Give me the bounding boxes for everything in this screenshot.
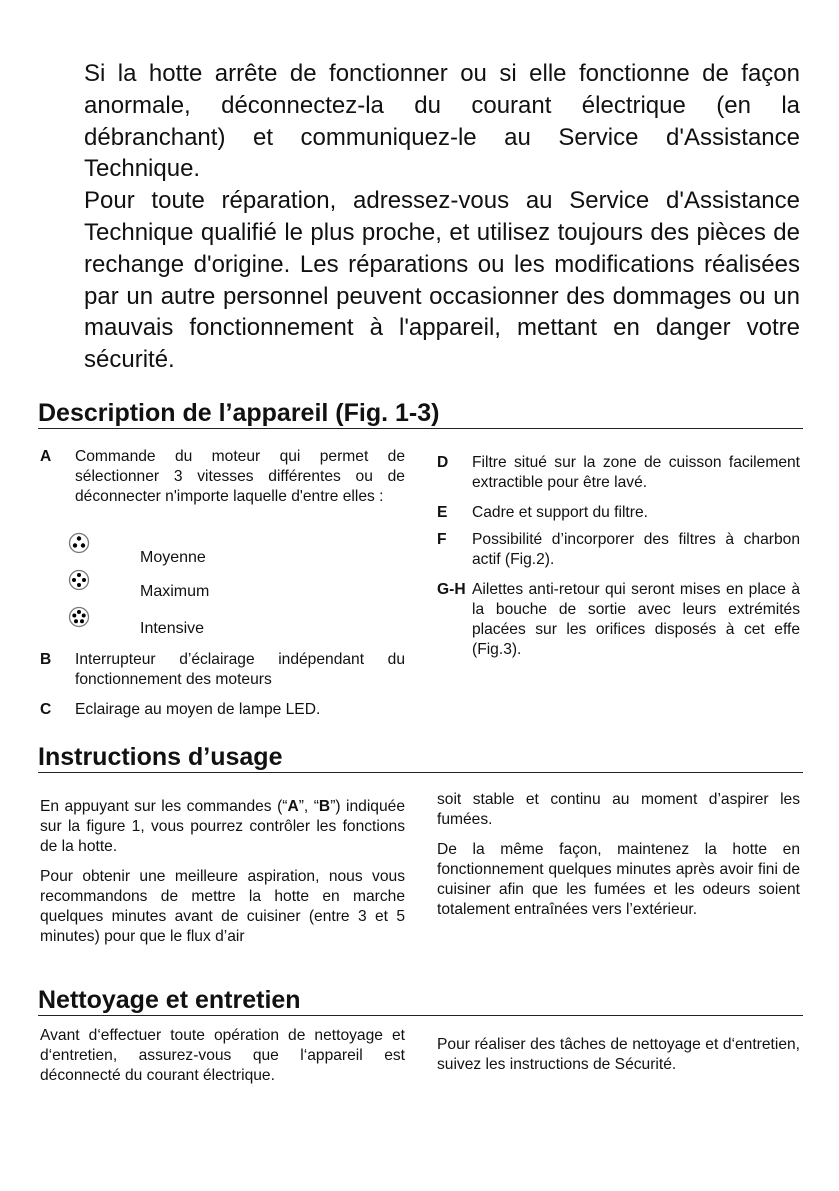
- usage-paragraph: soit stable et continu au moment d’aspirer les fumées.: [437, 791, 800, 828]
- item-text: Cadre et support du filtre.: [472, 504, 648, 521]
- item-text: Interrupteur d’éclairage indépendant du fonctionnement des moteurs: [75, 651, 405, 688]
- fan-4-blade-icon: [68, 569, 90, 591]
- item-key: B: [40, 651, 52, 668]
- intro-text: [84, 58, 800, 376]
- speed-label: Intensive: [140, 620, 205, 637]
- intro-paragraph: Si la hotte arrête de fonctionner ou si elle fonctionne de façon anormale, déconnectez-la du courant électrique (en la débranchant) et communiquez-le au Service d'Assistance Technique.: [84, 60, 800, 183]
- description-right-column: [437, 453, 800, 670]
- item-key: D: [437, 454, 449, 471]
- item-text: Commande du moteur qui permet de sélectionner 3 vitesses différentes ou de déconnecter n'importe laquelle d'entre elles :: [75, 448, 405, 505]
- section-heading-description: Description de l’appareil (Fig. 1-3): [38, 398, 803, 429]
- speed-label: Moyenne: [140, 549, 206, 566]
- item-text: Ailettes anti-retour qui seront mises en place à la bouche de sortie avec leurs extrémités placées sur les orifices disposés à cet effe (Fig.3).: [472, 581, 800, 658]
- usage-paragraph: De la même façon, maintenez la hotte en fonctionnement quelques minutes après avoir fini de cuisiner afin que les fumées et les odeurs soient totalement entraînées vers l’extérieur.: [437, 841, 800, 918]
- cleaning-left-column: [40, 1026, 405, 1096]
- description-left-column-lower: [40, 650, 405, 730]
- speed-label: Maximum: [140, 583, 210, 600]
- item-key: G-H: [437, 581, 466, 598]
- item-text: Possibilité d’incorporer des filtres à charbon actif (Fig.2).: [472, 531, 800, 568]
- fan-5-blade-icon: [68, 606, 90, 628]
- item-text: Filtre situé sur la zone de cuisson facilement extractible pour être lavé.: [472, 454, 800, 491]
- cleaning-paragraph: Pour réaliser des tâches de nettoyage et d‘entretien, suivez les instructions de Sécurité.: [437, 1036, 800, 1073]
- item-key: A: [40, 448, 52, 465]
- usage-left-column: [40, 797, 405, 957]
- usage-right-column: [437, 790, 800, 930]
- section-heading-cleaning: Nettoyage et entretien: [38, 985, 803, 1016]
- item-key: E: [437, 504, 448, 521]
- item-key: C: [40, 701, 52, 718]
- usage-paragraph: En appuyant sur les commandes (“A”, “B”) indiquée sur la figure 1, vous pourrez contrôler les fonctions de la hotte.: [40, 798, 405, 855]
- usage-paragraph: Pour obtenir une meilleure aspiration, nous vous recommandons de mettre la hotte en marche quelques minutes avant de cuisiner (entre 3 et 5 minutes) pour que le flux d’air: [40, 868, 405, 945]
- section-heading-usage: Instructions d’usage: [38, 742, 803, 773]
- cleaning-right-column: [437, 1035, 800, 1085]
- description-left-column: [40, 447, 405, 507]
- cleaning-paragraph: Avant d‘effectuer toute opération de nettoyage et d‘entretien, assurez-vous que l‘appareil est déconnecté du courant électrique.: [40, 1027, 405, 1084]
- intro-paragraph: Pour toute réparation, adressez-vous au Service d'Assistance Technique qualifié le plus proche, et utilisez toujours des pièces de rechange d'origine. Les réparations ou les modifications réalisées par un autre personnel peuvent occasionner des dommages ou un mauvais fonctionnement à l'appareil, mettant en danger votre sécurité.: [84, 187, 800, 374]
- item-text: Eclairage au moyen de lampe LED.: [75, 701, 321, 718]
- fan-3-blade-icon: [68, 532, 90, 554]
- item-key: F: [437, 531, 447, 548]
